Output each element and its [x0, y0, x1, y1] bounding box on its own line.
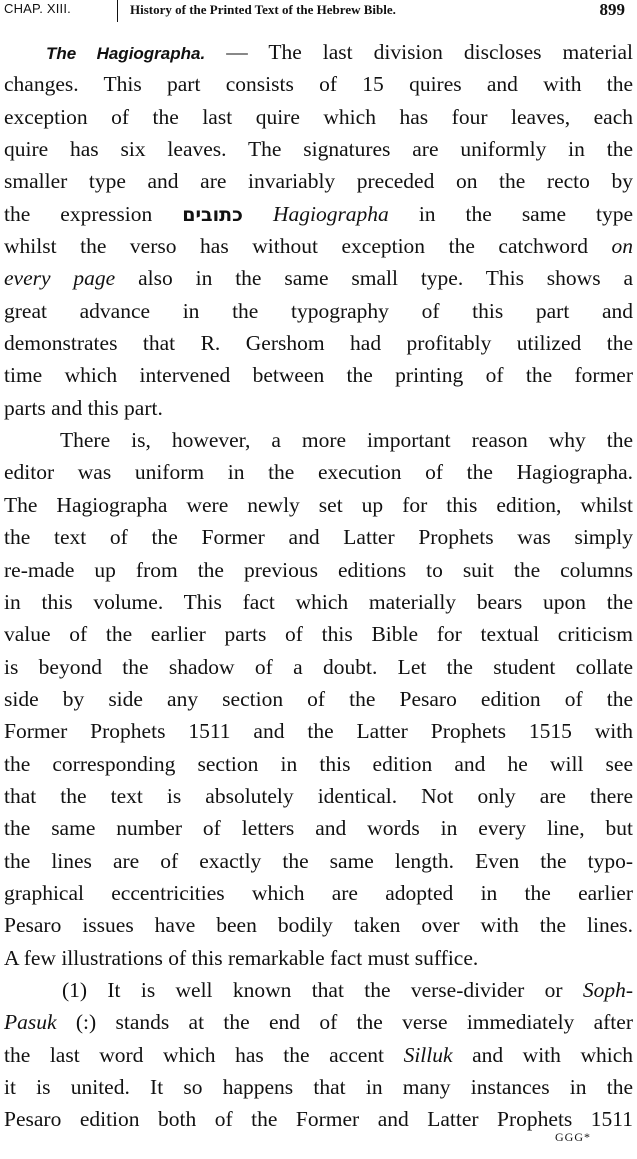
text-line: that the text is absolutely identical. Not only are there — [4, 783, 633, 808]
text-line: smaller type and are invariably preceded on the recto by — [4, 169, 633, 194]
text-line: editor was uniform in the execution of the Hagiographa. — [4, 460, 633, 485]
text-line: time which intervened between the printing of the former — [4, 363, 633, 388]
text-span: and with which — [452, 1042, 634, 1067]
italic-term: Silluk — [403, 1042, 453, 1067]
hebrew-word: כתובים — [182, 203, 243, 226]
text-line: There is, however, a more important reason why the — [60, 428, 633, 453]
text-line: Former Prophets 1511 and the Latter Prophets 1515 with — [4, 719, 633, 744]
page-number: 899 — [599, 0, 625, 19]
text-span: (:) stands at the end of the verse immediately after — [56, 1010, 633, 1035]
text-line: The Hagiographa were newly set up for this edition, whilst — [4, 492, 633, 517]
text-span: whilst the verso has without exception the catchword — [4, 234, 612, 259]
text-line: it is united. It so happens that in many instances in the — [4, 1075, 633, 1099]
running-header — [4, 0, 631, 26]
header-bracket-rule — [117, 0, 118, 22]
text-line — [4, 198, 633, 230]
text-line: demonstrates that R. Gershom had profitably utilized the — [4, 331, 633, 356]
text-span: — The last division discloses material — [205, 40, 633, 64]
italic-term: Soph- — [582, 977, 633, 1002]
section-heading: The Hagiographa. — [46, 44, 206, 63]
text-line — [4, 974, 633, 1006]
running-title: History of the Printed Text of the Hebrew Bible. — [130, 2, 396, 17]
text-line: great advance in the typography of this part and — [4, 298, 633, 323]
text-line: the corresponding section in this edition and he will see — [4, 751, 633, 776]
italic-term: every page — [4, 266, 116, 291]
page-body — [4, 36, 633, 1136]
text-line: changes. This part consists of 15 quires and with the — [4, 72, 633, 97]
text-line — [4, 36, 633, 68]
text-span — [243, 202, 273, 226]
text-line: the same number of letters and words in every line, but — [4, 816, 633, 841]
text-line: side by side any section of the Pesaro edition of the — [4, 686, 633, 711]
text-span: in the same type — [388, 201, 634, 226]
italic-term: Hagiographa — [272, 201, 389, 226]
text-line — [4, 262, 633, 294]
text-line: value of the earlier parts of this Bible for textual criticism — [4, 622, 633, 647]
text-line: parts and this part. — [4, 395, 163, 420]
text-line: Pesaro edition both of the Former and Latter Prophets 1511 — [4, 1107, 633, 1132]
text-line: the text of the Former and Latter Prophets was simply — [4, 525, 633, 550]
text-span: the expression — [4, 201, 183, 226]
chapter-label: CHAP. XIII. — [4, 1, 71, 16]
text-line: quire has six leaves. The signatures are uniformly in the — [4, 137, 633, 162]
italic-term: Pasuk — [4, 1010, 57, 1035]
text-line: A few illustrations of this remarkable fact must suffice. — [4, 945, 479, 970]
text-line: the lines are of exactly the same length. Even the typo- — [4, 848, 633, 873]
text-line: exception of the last quire which has four leaves, each — [4, 104, 633, 129]
text-span: also in the same small type. This shows a — [115, 266, 633, 291]
text-line — [4, 1006, 633, 1038]
text-span: the last word which has the accent — [4, 1042, 404, 1067]
text-line: is beyond the shadow of a doubt. Let the student collate — [4, 654, 633, 679]
text-line — [4, 230, 633, 262]
text-line: Pesaro issues have been bodily taken over with the lines. — [4, 913, 633, 938]
text-line: in this volume. This fact which materially bears upon the — [4, 589, 633, 614]
signature-mark: GGG* — [555, 1130, 591, 1144]
italic-term: on — [611, 234, 633, 259]
text-span: (1) It is well known that the verse-divider or — [62, 977, 583, 1002]
text-line — [4, 1039, 633, 1071]
text-line: graphical eccentricities which are adopted in the earlier — [4, 880, 633, 905]
text-line: re-made up from the previous editions to suit the columns — [4, 557, 633, 582]
